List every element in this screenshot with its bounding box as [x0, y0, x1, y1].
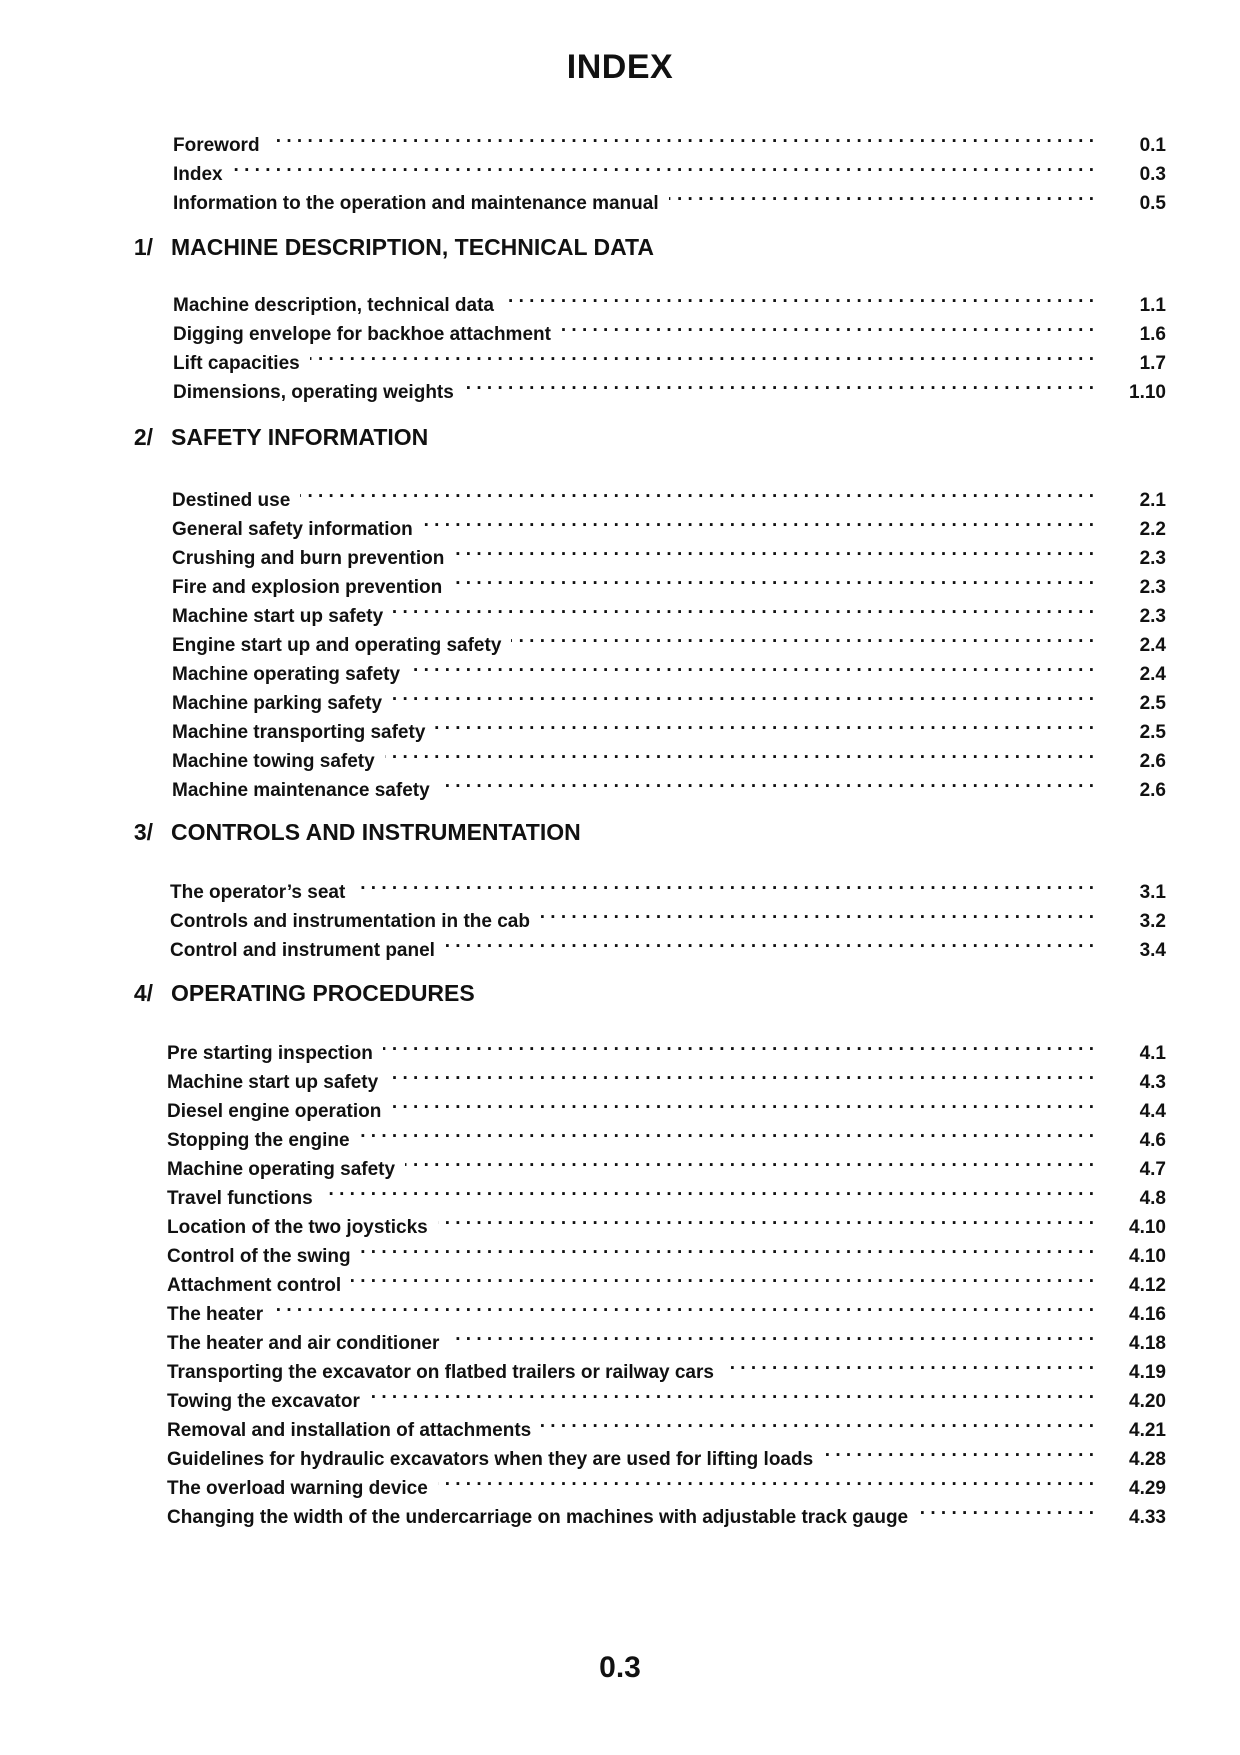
entry-label: The operator’s seat: [170, 882, 346, 903]
toc-entry[interactable]: [170, 869, 1166, 903]
section-title: SAFETY INFORMATION: [171, 424, 429, 450]
toc-entry[interactable]: [173, 340, 1166, 374]
entry-label: Fire and explosion prevention: [172, 577, 443, 598]
entry-page: 4.19: [1129, 1362, 1166, 1383]
dot-leader: [388, 1059, 1094, 1088]
entry-label: Destined use: [172, 490, 291, 511]
entry-label: Removal and installation of attachments: [167, 1420, 532, 1441]
entry-page: 2.6: [1139, 780, 1166, 801]
dot-leader: [351, 1262, 1094, 1291]
entry-page: 4.29: [1129, 1478, 1166, 1499]
dot-leader: [361, 1233, 1094, 1262]
dot-leader: [918, 1494, 1094, 1523]
entry-page: 2.4: [1139, 664, 1166, 685]
entry-page: 4.8: [1139, 1188, 1166, 1209]
entry-page: 2.1: [1139, 490, 1166, 511]
dot-leader: [669, 180, 1094, 209]
entry-label: Transporting the excavator on flatbed trailers or railway cars: [167, 1362, 714, 1383]
entry-page: 2.5: [1139, 693, 1166, 714]
entry-label: Control and instrument panel: [170, 940, 435, 961]
entry-page: 3.2: [1139, 911, 1166, 932]
dot-leader: [435, 709, 1094, 738]
entry-page: 0.5: [1139, 193, 1166, 214]
dot-leader: [233, 151, 1094, 180]
entry-page: 4.6: [1139, 1130, 1166, 1151]
dot-leader: [561, 311, 1094, 340]
entry-label: Controls and instrumentation in the cab: [170, 911, 530, 932]
entry-label: Location of the two joysticks: [167, 1217, 428, 1238]
entry-page: 2.3: [1139, 606, 1166, 627]
entry-label: Towing the excavator: [167, 1391, 360, 1412]
entry-page: 4.21: [1129, 1420, 1166, 1441]
entry-page: 2.5: [1139, 722, 1166, 743]
entry-label: Diesel engine operation: [167, 1101, 382, 1122]
entry-label: The heater: [167, 1304, 264, 1325]
dot-leader: [454, 535, 1094, 564]
section-1-list: [173, 282, 1166, 403]
entry-label: The overload warning device: [167, 1478, 428, 1499]
entry-page: 2.6: [1139, 751, 1166, 772]
dot-leader: [823, 1436, 1094, 1465]
dot-leader: [540, 898, 1094, 927]
entry-page: 4.20: [1129, 1391, 1166, 1412]
toc-entry[interactable]: [167, 1204, 1166, 1238]
dot-leader: [391, 1088, 1094, 1117]
dot-leader: [273, 1291, 1094, 1320]
dot-leader: [410, 651, 1094, 680]
toc-entry[interactable]: [173, 369, 1166, 403]
dot-leader: [370, 1378, 1094, 1407]
page-number: 0.3: [599, 1651, 641, 1684]
entry-page: 1.1: [1139, 295, 1166, 316]
entry-page: 0.3: [1139, 164, 1166, 185]
entry-label: Changing the width of the undercarriage on machines with adjustable track gauge: [167, 1507, 909, 1528]
entry-page: 2.3: [1139, 548, 1166, 569]
entry-page: 4.16: [1129, 1304, 1166, 1325]
entry-label: Lift capacities: [173, 353, 300, 374]
dot-leader: [383, 1030, 1094, 1059]
toc-entry[interactable]: [167, 1030, 1166, 1064]
dot-leader: [445, 927, 1094, 956]
entry-page: 3.1: [1139, 882, 1166, 903]
dot-leader: [504, 282, 1094, 311]
section-number: 2/: [133, 424, 153, 450]
toc-entry[interactable]: [173, 180, 1166, 214]
section-2-list: [172, 477, 1166, 801]
section-number: 1/: [133, 234, 153, 260]
entry-page: 4.10: [1129, 1217, 1166, 1238]
entry-label: Control of the swing: [167, 1246, 351, 1267]
entry-page: 1.7: [1139, 353, 1166, 374]
dot-leader: [438, 1204, 1094, 1233]
dot-leader: [449, 1320, 1094, 1349]
entry-label: Pre starting inspection: [167, 1043, 373, 1064]
toc-entry[interactable]: [167, 1320, 1166, 1354]
entry-page: 1.10: [1129, 382, 1166, 403]
section-heading-2: [107, 420, 428, 454]
section-title: MACHINE DESCRIPTION, TECHNICAL DATA: [171, 234, 654, 260]
entry-page: 3.4: [1139, 940, 1166, 961]
toc-entry[interactable]: [167, 1291, 1166, 1325]
entry-label: Foreword: [173, 135, 260, 156]
entry-label: Crushing and burn prevention: [172, 548, 445, 569]
entry-label: Dimensions, operating weights: [173, 382, 454, 403]
entry-label: Travel functions: [167, 1188, 313, 1209]
dot-leader: [360, 1117, 1094, 1146]
entry-label: Digging envelope for backhoe attachment: [173, 324, 551, 345]
entry-page: 4.28: [1129, 1449, 1166, 1470]
dot-leader: [300, 477, 1094, 506]
section-4-list: [167, 1030, 1166, 1528]
dot-leader: [405, 1146, 1094, 1175]
entry-label: Information to the operation and maintenance manual: [173, 193, 659, 214]
section-heading-1: [107, 230, 654, 264]
toc-entry[interactable]: [173, 151, 1166, 185]
entry-label: Engine start up and operating safety: [172, 635, 502, 656]
entry-page: 4.18: [1129, 1333, 1166, 1354]
section-title: CONTROLS AND INSTRUMENTATION: [171, 819, 581, 845]
entry-label: Machine description, technical data: [173, 295, 494, 316]
toc-entry[interactable]: [173, 122, 1166, 156]
entry-label: General safety information: [172, 519, 413, 540]
entry-label: Machine towing safety: [172, 751, 375, 772]
entry-page: 2.2: [1139, 519, 1166, 540]
dot-leader: [323, 1175, 1094, 1204]
dot-leader: [393, 593, 1094, 622]
dot-leader: [423, 506, 1094, 535]
entry-page: 4.33: [1129, 1507, 1166, 1528]
dot-leader: [385, 738, 1094, 767]
section-3-list: [170, 869, 1166, 961]
entry-label: Guidelines for hydraulic excavators when they are used for lifting loads: [167, 1449, 814, 1470]
entry-label: Machine parking safety: [172, 693, 383, 714]
page-title: INDEX: [566, 48, 674, 86]
entry-page: 4.10: [1129, 1246, 1166, 1267]
dot-leader: [270, 122, 1094, 151]
intro-list: [173, 122, 1166, 214]
entry-page: 2.4: [1139, 635, 1166, 656]
entry-page: 4.12: [1129, 1275, 1166, 1296]
entry-page: 4.3: [1139, 1072, 1166, 1093]
entry-label: Machine operating safety: [167, 1159, 396, 1180]
entry-label: Attachment control: [167, 1275, 342, 1296]
entry-label: Stopping the engine: [167, 1130, 350, 1151]
entry-page: 2.3: [1139, 577, 1166, 598]
entry-label: The heater and air conditioner: [167, 1333, 440, 1354]
entry-page: 4.4: [1139, 1101, 1166, 1122]
dot-leader: [541, 1407, 1094, 1436]
toc-entry[interactable]: [172, 477, 1166, 511]
entry-label: Machine operating safety: [172, 664, 401, 685]
dot-leader: [724, 1349, 1094, 1378]
section-number: 4/: [133, 980, 153, 1006]
entry-page: 4.1: [1139, 1043, 1166, 1064]
section-title: OPERATING PROCEDURES: [171, 980, 475, 1006]
toc-entry[interactable]: [172, 506, 1166, 540]
dot-leader: [438, 1465, 1094, 1494]
entry-label: Index: [173, 164, 223, 185]
dot-leader: [440, 767, 1094, 796]
entry-page: 1.6: [1139, 324, 1166, 345]
dot-leader: [452, 564, 1094, 593]
toc-entry[interactable]: [173, 282, 1166, 316]
section-heading-4: [107, 976, 475, 1010]
section-number: 3/: [133, 819, 153, 845]
dot-leader: [464, 369, 1094, 398]
entry-page: 4.7: [1139, 1159, 1166, 1180]
dot-leader: [355, 869, 1094, 898]
dot-leader: [310, 340, 1094, 369]
entry-label: Machine start up safety: [172, 606, 384, 627]
entry-label: Machine maintenance safety: [172, 780, 430, 801]
entry-label: Machine transporting safety: [172, 722, 426, 743]
entry-page: 0.1: [1139, 135, 1166, 156]
entry-label: Machine start up safety: [167, 1072, 379, 1093]
dot-leader: [511, 622, 1094, 651]
section-heading-3: [107, 815, 581, 849]
dot-leader: [392, 680, 1094, 709]
